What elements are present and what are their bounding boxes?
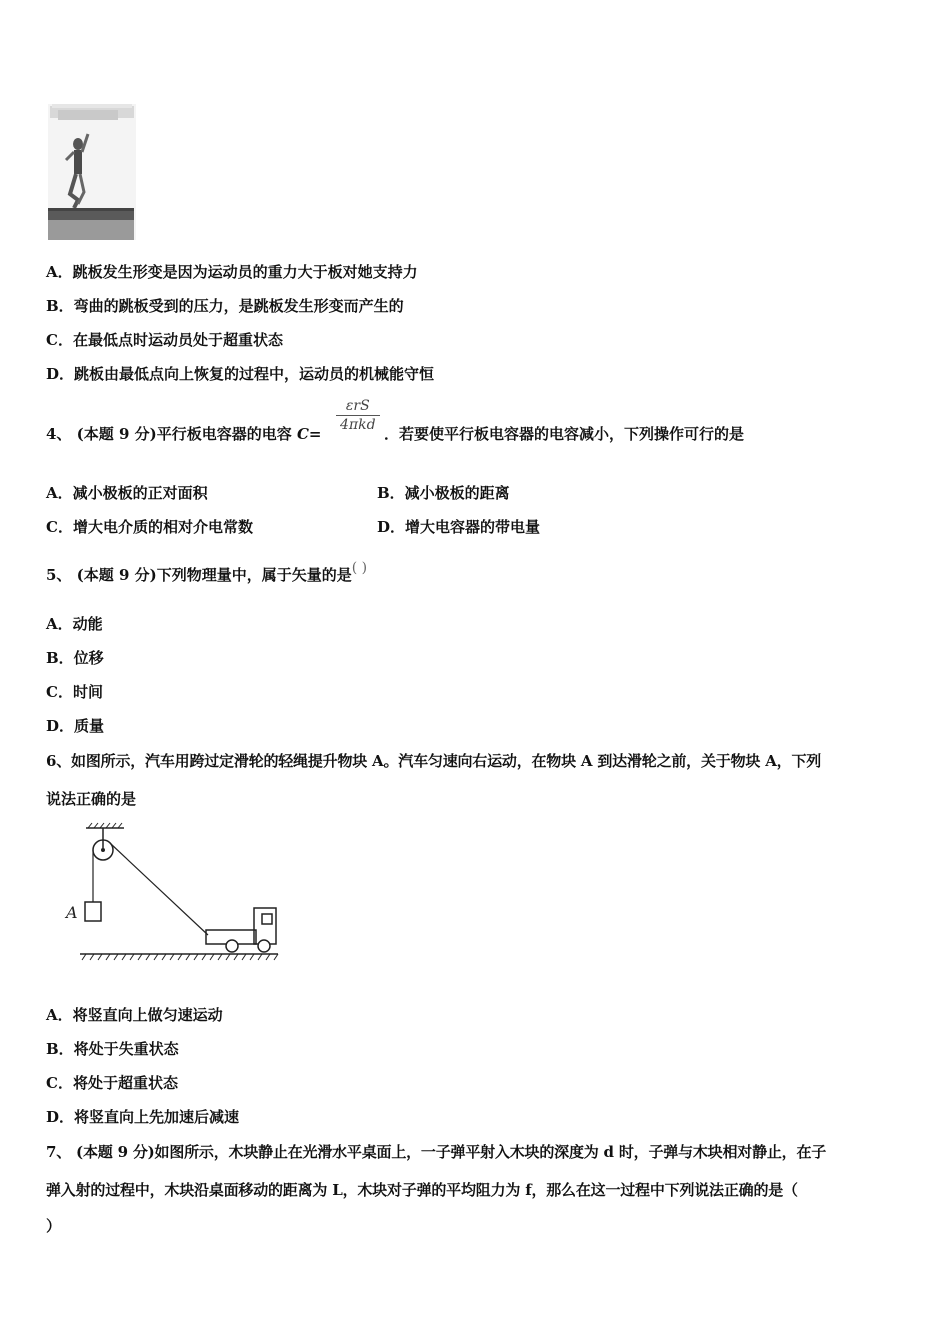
q4-option-c: C．增大电介质的相对介电常数 <box>46 518 253 536</box>
formula-denominator: 4πkd <box>340 417 376 433</box>
q6-option-a: A．将竖直向上做匀速运动 <box>46 1006 223 1024</box>
q7-stem-line3: ） <box>46 1217 62 1235</box>
q4-option-d: D．增大电容器的带电量 <box>377 518 541 536</box>
q5-option-b: B．位移 <box>46 649 104 667</box>
q4-suffix: ．若要使平行板电容器的电容减小，下列操作可行的是 <box>384 425 745 443</box>
q5-answer-paren: ( ) <box>351 560 368 576</box>
pulley-truck-diagram <box>58 820 288 970</box>
q6-stem-line2: 说法正确的是 <box>46 790 137 808</box>
q3-option-d: D．跳板由最低点向上恢复的过程中，运动员的机械能守恒 <box>46 365 435 383</box>
label-a: A <box>66 903 78 922</box>
q5-option-d: D．质量 <box>46 717 105 735</box>
q4-option-b: B．减小极板的距离 <box>377 484 510 502</box>
q3-option-a: A．跳板发生形变是因为运动员的重力大于板对她支持力 <box>46 263 418 281</box>
q6-stem-line1: 6、如图所示，汽车用跨过定滑轮的轻绳提升物块 A。汽车匀速向右运动，在物块 A 到达滑轮之前，关于物块 A，下列 <box>46 752 822 770</box>
q4-var-c: C <box>296 425 309 443</box>
q7-stem-line1: 7、 (本题 9 分)如图所示，木块静止在光滑水平桌面上，一子弹平射入木块的深度为 d 时，子弹与木块相对静止，在子 <box>46 1143 827 1161</box>
q5-option-a: A．动能 <box>46 615 103 633</box>
q5-stem <box>46 560 368 585</box>
q7-stem-line2: 弹入射的过程中，木块沿桌面移动的距离为 L，木块对子弹的平均阻力为 f，那么在这一过程中下列说法正确的是（ <box>46 1181 798 1199</box>
q4-option-a: A．减小极板的正对面积 <box>46 484 208 502</box>
q6-option-c: C．将处于超重状态 <box>46 1074 178 1092</box>
q4-eq: = <box>308 425 322 443</box>
q6-option-b: B．将处于失重状态 <box>46 1040 179 1058</box>
q3-option-c: C．在最低点时运动员处于超重状态 <box>46 331 283 349</box>
q4-prefix: 4、 (本题 9 分)平行板电容器的电容 <box>46 425 297 443</box>
capacitance-formula <box>336 398 380 433</box>
formula-fraction-bar <box>336 415 380 416</box>
q5-option-c: C．时间 <box>46 683 103 701</box>
q6-option-d: D．将竖直向上先加速后减速 <box>46 1108 240 1126</box>
diver-photo <box>48 104 136 240</box>
block-a <box>85 902 101 921</box>
q3-option-b: B．弯曲的跳板受到的压力，是跳板发生形变而产生的 <box>46 297 404 315</box>
truck <box>206 908 276 952</box>
q5-stem-text: 5、 (本题 9 分)下列物理量中，属于矢量的是 <box>46 566 352 584</box>
formula-numerator: εrS <box>345 398 370 414</box>
q4-stem <box>46 423 322 444</box>
